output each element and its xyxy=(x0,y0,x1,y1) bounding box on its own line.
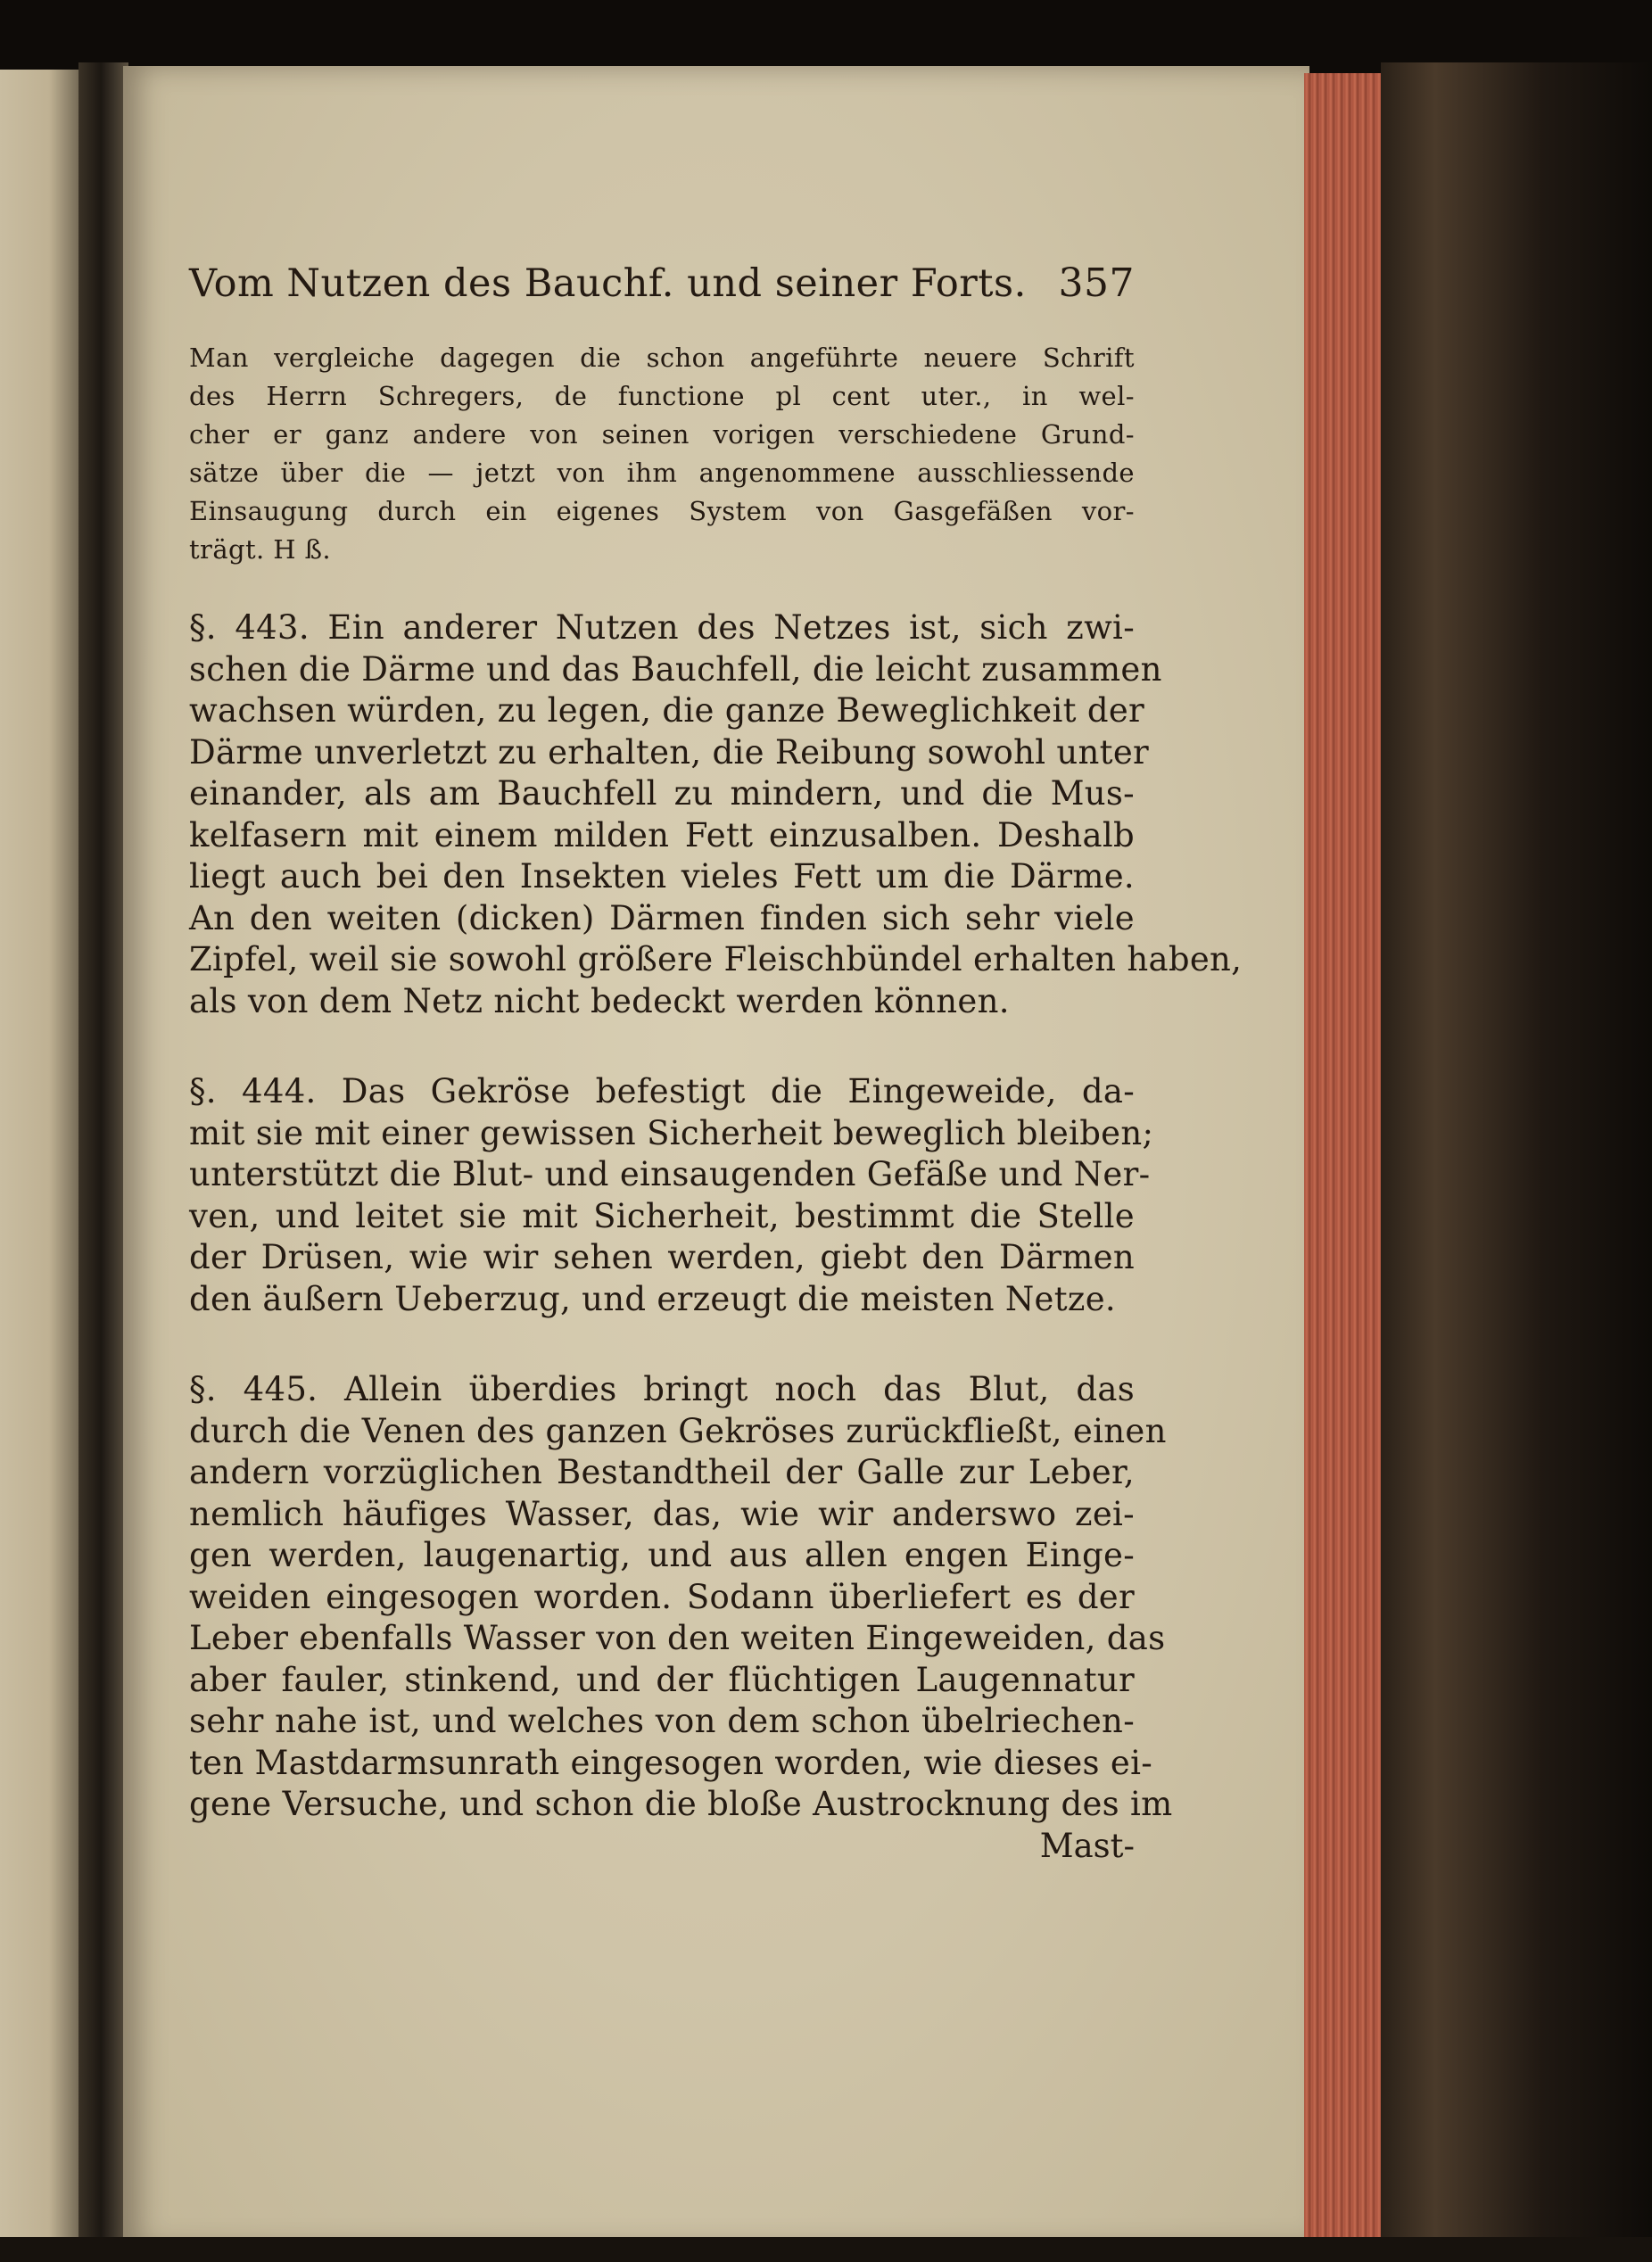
text-line: der Drüsen, wie wir sehen werden, giebt den Därmen xyxy=(189,1238,1135,1276)
paragraph-443 xyxy=(189,607,1243,1022)
facing-page-edge xyxy=(0,70,82,2237)
catchword: Mast- xyxy=(1039,1826,1135,1865)
text-line: andern vorzüglichen Bestandtheil der Galle zur Leber, xyxy=(189,1453,1135,1491)
text-line: des Herrn Schregers, de functione pl cent uter., in wel- xyxy=(189,381,1135,411)
text-line: Man vergleiche dagegen die schon angeführte neuere Schrift xyxy=(189,343,1135,373)
text-line: Därme unverletzt zu erhalten, die Reibung sowohl unter xyxy=(189,732,1150,772)
text-line: §. 444. Das Gekröse befestigt die Eingeweide, da- xyxy=(189,1072,1135,1110)
page-edges-red xyxy=(1304,73,1383,2237)
text-line: als von dem Netz nicht bedeckt werden können. xyxy=(189,981,1010,1020)
text-line: schen die Därme und das Bauchfell, die leicht zusammen xyxy=(189,649,1162,689)
page-number: 357 xyxy=(1058,260,1135,306)
text-line: aber fauler, stinkend, und der flüchtigen Laugennatur xyxy=(189,1660,1135,1699)
text-line: weiden eingesogen worden. Sodann überliefert es der xyxy=(189,1577,1135,1616)
text-line: durch die Venen des ganzen Gekröses zurückfließt, einen xyxy=(189,1411,1167,1450)
text-line: unterstützt die Blut- und einsaugenden Gefäße und Ner- xyxy=(189,1155,1151,1193)
running-title: Vom Nutzen des Bauchf. und seiner Forts. xyxy=(189,261,1027,306)
text-line: sätze über die — jetzt von ihm angenommene ausschliessende xyxy=(189,458,1135,488)
text-line: den äußern Ueberzug, und erzeugt die meisten Netze. xyxy=(189,1279,1116,1318)
text-line: §. 443. Ein anderer Nutzen des Netzes ist, sich zwi- xyxy=(189,608,1135,647)
text-line: ten Mastdarmsunrath eingesogen worden, wie dieses ei- xyxy=(189,1743,1153,1782)
text-line: Einsaugung durch ein eigenes System von Gasgefäßen vor- xyxy=(189,496,1135,526)
text-line: gene Versuche, und schon die bloße Austrocknung des im xyxy=(189,1785,1173,1823)
text-line: nemlich häufiges Wasser, das, wie wir anderswo zei- xyxy=(189,1494,1135,1533)
text-line: liegt auch bei den Insekten vieles Fett um die Därme. xyxy=(189,857,1135,896)
running-header xyxy=(189,260,1135,323)
page-text xyxy=(189,260,1243,1867)
text-line: wachsen würden, zu legen, die ganze Beweglichkeit der xyxy=(189,691,1145,730)
text-line: cher er ganz andere von seinen vorigen verschiedene Grund- xyxy=(189,419,1135,450)
book-gutter xyxy=(78,62,128,2248)
text-line: ven, und leitet sie mit Sicherheit, bestimmt die Stelle xyxy=(189,1196,1135,1235)
text-line: §. 445. Allein überdies bringt noch das Blut, das xyxy=(189,1370,1135,1408)
text-line: Zipfel, weil sie sowohl größere Fleischbündel erhalten haben, xyxy=(189,940,1243,978)
book-cover-bottom xyxy=(0,2237,1652,2262)
text-line: gen werden, laugenartig, und aus allen engen Einge- xyxy=(189,1536,1135,1574)
paragraph-445 xyxy=(189,1369,1173,1826)
paragraph-444 xyxy=(189,1071,1154,1320)
text-line: trägt. H ß. xyxy=(189,534,331,565)
book-cover-edge xyxy=(1381,62,1652,2262)
text-line: kelfasern mit einem milden Fett einzusalben. Deshalb xyxy=(189,815,1135,854)
text-line: einander, als am Bauchfell zu mindern, und die Mus- xyxy=(189,774,1135,813)
text-line: mit sie mit einer gewissen Sicherheit beweglich bleiben; xyxy=(189,1113,1154,1152)
text-line: An den weiten (dicken) Därmen finden sich sehr viele xyxy=(189,898,1135,937)
text-line: sehr nahe ist, und welches von dem schon übelriechen- xyxy=(189,1702,1135,1740)
text-line: Leber ebenfalls Wasser von den weiten Eingeweiden, das xyxy=(189,1619,1166,1657)
footnote xyxy=(189,339,1135,569)
